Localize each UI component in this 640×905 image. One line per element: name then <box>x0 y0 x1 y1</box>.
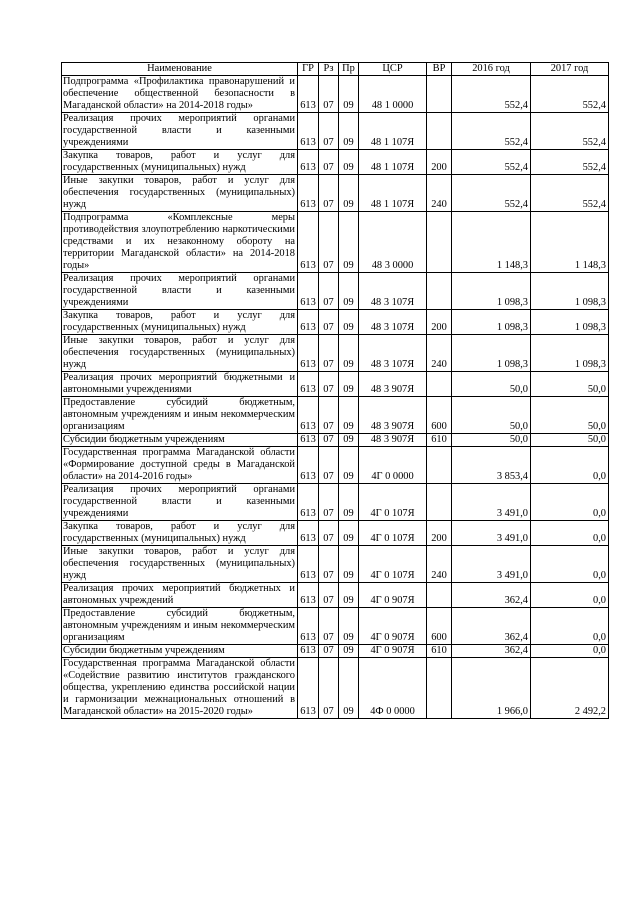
row-vr: 610 <box>427 434 452 447</box>
table-row <box>62 645 609 658</box>
row-vr <box>427 113 452 150</box>
row-pr: 09 <box>339 583 359 608</box>
table-row <box>62 658 609 719</box>
row-gr: 613 <box>298 113 319 150</box>
row-pr: 09 <box>339 310 359 335</box>
row-pr: 09 <box>339 372 359 397</box>
row-amount-2016: 362,4 <box>452 645 531 658</box>
row-vr <box>427 76 452 113</box>
row-name: Государственная программа Магаданской области «Содействие развитию институтов гражданского общества, укреплению единства российской нации и гармонизации межнациональных отношений в Магаданской области» на 2015-2020 годы» <box>62 658 298 719</box>
row-amount-2016: 362,4 <box>452 608 531 645</box>
row-rz: 07 <box>319 212 339 273</box>
row-amount-2017: 2 492,2 <box>531 658 609 719</box>
row-amount-2016: 552,4 <box>452 76 531 113</box>
row-csr: 4Г 0 0000 <box>359 447 427 484</box>
table-row <box>62 150 609 175</box>
row-pr: 09 <box>339 546 359 583</box>
row-name: Субсидии бюджетным учреждениям <box>62 434 298 447</box>
table-row <box>62 212 609 273</box>
row-pr: 09 <box>339 113 359 150</box>
row-name: Реализация прочих мероприятий органами государственной власти и казенными учреждениями <box>62 273 298 310</box>
row-amount-2017: 0,0 <box>531 546 609 583</box>
header-csr: ЦСР <box>359 63 427 76</box>
row-amount-2016: 552,4 <box>452 113 531 150</box>
row-name: Реализация прочих мероприятий бюджетных и автономных учреждений <box>62 583 298 608</box>
row-gr: 613 <box>298 484 319 521</box>
row-rz: 07 <box>319 273 339 310</box>
row-rz: 07 <box>319 484 339 521</box>
row-name: Реализация прочих мероприятий бюджетными и автономными учреждениями <box>62 372 298 397</box>
row-vr: 240 <box>427 546 452 583</box>
row-amount-2017: 1 098,3 <box>531 310 609 335</box>
row-amount-2017: 50,0 <box>531 397 609 434</box>
row-pr: 09 <box>339 521 359 546</box>
header-vr: ВР <box>427 63 452 76</box>
row-pr: 09 <box>339 212 359 273</box>
budget-table <box>61 62 609 719</box>
row-pr: 09 <box>339 484 359 521</box>
row-amount-2016: 1 098,3 <box>452 335 531 372</box>
row-pr: 09 <box>339 175 359 212</box>
row-name: Государственная программа Магаданской области «Формирование доступной среды в Магаданской области» на 2014-2016 годы» <box>62 447 298 484</box>
row-amount-2017: 1 148,3 <box>531 212 609 273</box>
table-row <box>62 310 609 335</box>
table-row <box>62 113 609 150</box>
row-csr: 48 1 107Я <box>359 175 427 212</box>
row-csr: 48 3 107Я <box>359 335 427 372</box>
row-rz: 07 <box>319 447 339 484</box>
row-vr: 610 <box>427 645 452 658</box>
row-csr: 48 3 107Я <box>359 273 427 310</box>
row-gr: 613 <box>298 76 319 113</box>
table-row <box>62 546 609 583</box>
header-name: Наименование <box>62 63 298 76</box>
row-amount-2017: 552,4 <box>531 113 609 150</box>
header-rz: Рз <box>319 63 339 76</box>
row-vr: 240 <box>427 175 452 212</box>
row-rz: 07 <box>319 175 339 212</box>
row-rz: 07 <box>319 434 339 447</box>
row-name: Подпрограмма «Комплексные меры противодействия злоупотреблению наркотическими средствами и их незаконному обороту на территории Магаданской области» на 2014-2018 годы» <box>62 212 298 273</box>
table-row <box>62 175 609 212</box>
row-gr: 613 <box>298 273 319 310</box>
row-amount-2017: 0,0 <box>531 484 609 521</box>
row-rz: 07 <box>319 150 339 175</box>
row-csr: 4Г 0 907Я <box>359 608 427 645</box>
row-amount-2016: 362,4 <box>452 583 531 608</box>
row-vr: 600 <box>427 608 452 645</box>
row-gr: 613 <box>298 447 319 484</box>
table-row <box>62 397 609 434</box>
row-name: Закупка товаров, работ и услуг для государственных (муниципальных) нужд <box>62 150 298 175</box>
row-rz: 07 <box>319 113 339 150</box>
row-name: Реализация прочих мероприятий органами государственной власти и казенными учреждениями <box>62 113 298 150</box>
table-row <box>62 583 609 608</box>
row-csr: 48 3 907Я <box>359 372 427 397</box>
row-name: Предоставление субсидий бюджетным, автономным учреждениям и иным некоммерческим организациям <box>62 608 298 645</box>
row-pr: 09 <box>339 434 359 447</box>
row-gr: 613 <box>298 645 319 658</box>
row-gr: 613 <box>298 608 319 645</box>
row-amount-2017: 0,0 <box>531 583 609 608</box>
row-rz: 07 <box>319 546 339 583</box>
row-rz: 07 <box>319 645 339 658</box>
row-rz: 07 <box>319 310 339 335</box>
row-amount-2016: 552,4 <box>452 175 531 212</box>
row-name: Иные закупки товаров, работ и услуг для обеспечения государственных (муниципальных) нужд <box>62 335 298 372</box>
row-amount-2017: 552,4 <box>531 175 609 212</box>
row-amount-2016: 552,4 <box>452 150 531 175</box>
row-gr: 613 <box>298 583 319 608</box>
row-amount-2017: 1 098,3 <box>531 335 609 372</box>
row-amount-2017: 0,0 <box>531 521 609 546</box>
row-gr: 613 <box>298 546 319 583</box>
row-name: Реализация прочих мероприятий органами государственной власти и казенными учреждениями <box>62 484 298 521</box>
row-vr <box>427 583 452 608</box>
table-body <box>62 76 609 719</box>
row-csr: 48 1 107Я <box>359 113 427 150</box>
row-pr: 09 <box>339 645 359 658</box>
row-gr: 613 <box>298 175 319 212</box>
row-amount-2016: 1 098,3 <box>452 310 531 335</box>
row-gr: 613 <box>298 310 319 335</box>
row-amount-2017: 552,4 <box>531 150 609 175</box>
row-csr: 48 3 0000 <box>359 212 427 273</box>
row-amount-2017: 50,0 <box>531 434 609 447</box>
row-rz: 07 <box>319 76 339 113</box>
row-pr: 09 <box>339 447 359 484</box>
row-amount-2016: 50,0 <box>452 372 531 397</box>
row-csr: 4Г 0 907Я <box>359 583 427 608</box>
header-2016: 2016 год <box>452 63 531 76</box>
row-vr <box>427 212 452 273</box>
row-vr: 200 <box>427 310 452 335</box>
row-gr: 613 <box>298 434 319 447</box>
row-csr: 48 1 0000 <box>359 76 427 113</box>
table-row <box>62 447 609 484</box>
row-vr: 600 <box>427 397 452 434</box>
row-gr: 613 <box>298 372 319 397</box>
row-rz: 07 <box>319 521 339 546</box>
table-row <box>62 484 609 521</box>
budget-table-sheet <box>61 62 608 719</box>
row-vr: 200 <box>427 521 452 546</box>
row-pr: 09 <box>339 658 359 719</box>
row-vr <box>427 447 452 484</box>
row-amount-2017: 1 098,3 <box>531 273 609 310</box>
row-csr: 48 1 107Я <box>359 150 427 175</box>
row-csr: 48 3 907Я <box>359 397 427 434</box>
row-gr: 613 <box>298 521 319 546</box>
row-amount-2017: 0,0 <box>531 447 609 484</box>
row-vr: 200 <box>427 150 452 175</box>
row-csr: 4Г 0 907Я <box>359 645 427 658</box>
row-csr: 4Г 0 107Я <box>359 546 427 583</box>
row-name: Закупка товаров, работ и услуг для государственных (муниципальных) нужд <box>62 310 298 335</box>
row-name: Подпрограмма «Профилактика правонарушений и обеспечение общественной безопасности в Магаданской области» на 2014-2018 годы» <box>62 76 298 113</box>
row-gr: 613 <box>298 658 319 719</box>
row-gr: 613 <box>298 335 319 372</box>
row-amount-2016: 50,0 <box>452 397 531 434</box>
row-name: Иные закупки товаров, работ и услуг для обеспечения государственных (муниципальных) нужд <box>62 546 298 583</box>
row-vr <box>427 273 452 310</box>
row-rz: 07 <box>319 583 339 608</box>
row-vr <box>427 372 452 397</box>
row-name: Иные закупки товаров, работ и услуг для обеспечения государственных (муниципальных) нужд <box>62 175 298 212</box>
row-vr <box>427 658 452 719</box>
row-rz: 07 <box>319 372 339 397</box>
table-row <box>62 372 609 397</box>
header-2017: 2017 год <box>531 63 609 76</box>
row-rz: 07 <box>319 397 339 434</box>
row-gr: 613 <box>298 212 319 273</box>
row-rz: 07 <box>319 335 339 372</box>
header-pr: Пр <box>339 63 359 76</box>
table-header-row <box>62 63 609 76</box>
table-row <box>62 608 609 645</box>
row-rz: 07 <box>319 608 339 645</box>
table-row <box>62 434 609 447</box>
row-gr: 613 <box>298 397 319 434</box>
row-csr: 4Г 0 107Я <box>359 484 427 521</box>
row-csr: 4Ф 0 0000 <box>359 658 427 719</box>
row-amount-2016: 3 853,4 <box>452 447 531 484</box>
table-row <box>62 273 609 310</box>
row-amount-2017: 50,0 <box>531 372 609 397</box>
row-pr: 09 <box>339 335 359 372</box>
table-row <box>62 335 609 372</box>
row-amount-2017: 0,0 <box>531 608 609 645</box>
row-rz: 07 <box>319 658 339 719</box>
table-row <box>62 521 609 546</box>
table-row <box>62 76 609 113</box>
row-pr: 09 <box>339 608 359 645</box>
row-pr: 09 <box>339 273 359 310</box>
row-name: Субсидии бюджетным учреждениям <box>62 645 298 658</box>
row-amount-2017: 0,0 <box>531 645 609 658</box>
row-csr: 48 3 907Я <box>359 434 427 447</box>
row-name: Закупка товаров, работ и услуг для государственных (муниципальных) нужд <box>62 521 298 546</box>
row-pr: 09 <box>339 76 359 113</box>
row-amount-2017: 552,4 <box>531 76 609 113</box>
row-name: Предоставление субсидий бюджетным, автономным учреждениям и иным некоммерческим организациям <box>62 397 298 434</box>
row-pr: 09 <box>339 397 359 434</box>
row-csr: 48 3 107Я <box>359 310 427 335</box>
row-amount-2016: 3 491,0 <box>452 521 531 546</box>
row-amount-2016: 50,0 <box>452 434 531 447</box>
header-gr: ГР <box>298 63 319 76</box>
row-pr: 09 <box>339 150 359 175</box>
row-amount-2016: 1 148,3 <box>452 212 531 273</box>
row-gr: 613 <box>298 150 319 175</box>
row-vr <box>427 484 452 521</box>
row-amount-2016: 3 491,0 <box>452 546 531 583</box>
row-vr: 240 <box>427 335 452 372</box>
row-amount-2016: 1 966,0 <box>452 658 531 719</box>
row-amount-2016: 1 098,3 <box>452 273 531 310</box>
row-amount-2016: 3 491,0 <box>452 484 531 521</box>
row-csr: 4Г 0 107Я <box>359 521 427 546</box>
